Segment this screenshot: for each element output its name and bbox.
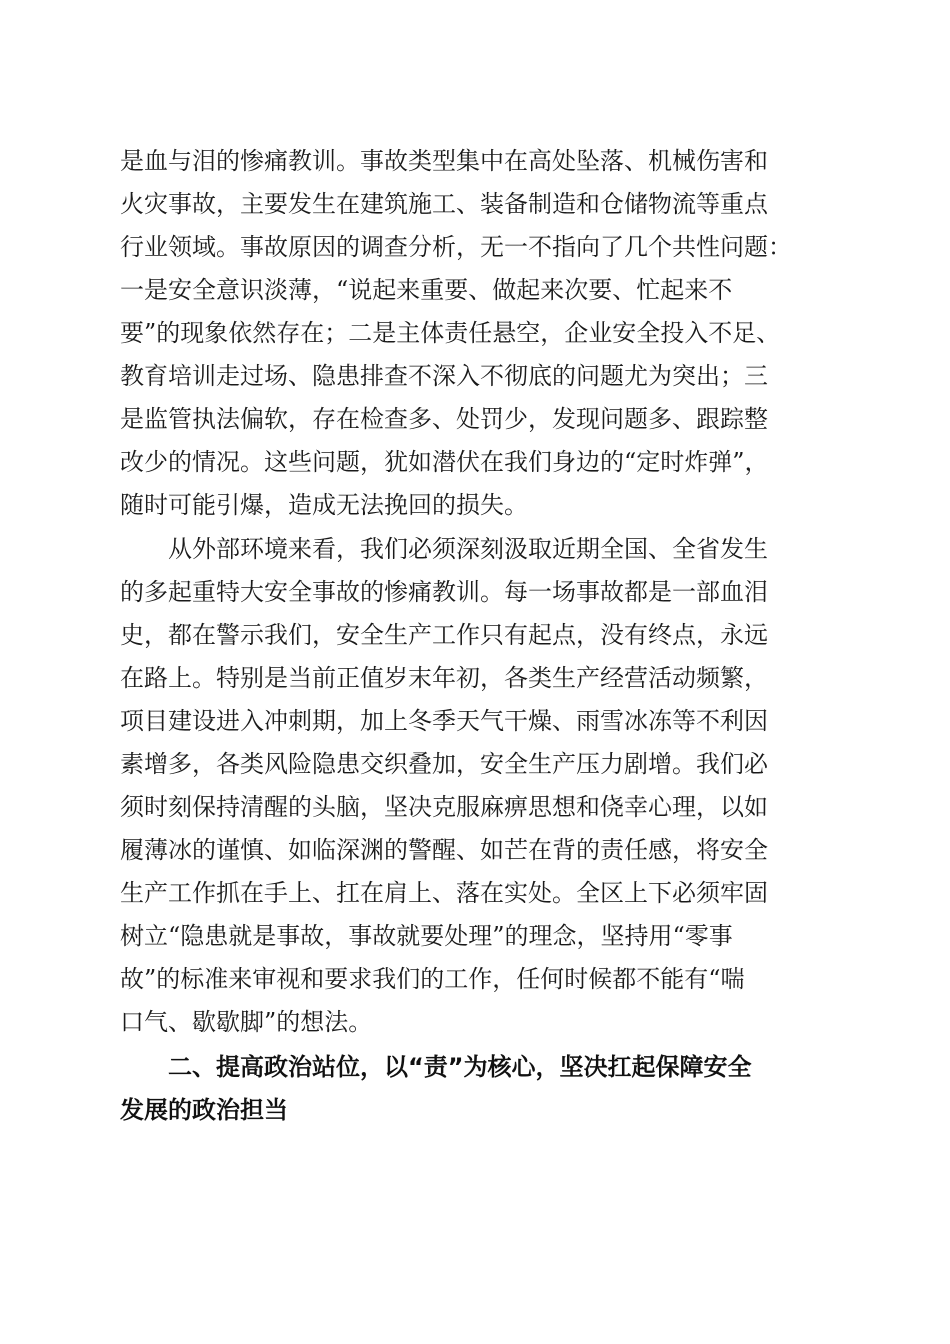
paragraph-1-line-9: 随时可能引爆，造成无法挽回的损失。 [120,491,528,519]
paragraph-2-line-6: 素增多，各类风险隐患交织叠加，安全生产压力剧增。我们必 [120,750,768,778]
paragraph-2-line-10: 树立“隐患就是事故，事故就要处理”的理念，坚持用“零事 [120,922,733,950]
paragraph-2-line-4: 在路上。特别是当前正值岁末年初，各类生产经营活动频繁， [120,664,768,692]
paragraph-2-line-1: 从外部环境来看，我们必须深刻汲取近期全国、全省发生 [168,535,768,563]
section-heading-line-2: 发展的政治担当 [120,1096,288,1124]
paragraph-2-line-8: 履薄冰的谨慎、如临深渊的警醒、如芒在背的责任感，将安全 [120,836,768,864]
paragraph-2-line-12: 口气、歇歇脚”的想法。 [120,1008,373,1036]
paragraph-1-line-5: 要”的现象依然存在；二是主体责任悬空，企业安全投入不足、 [120,319,781,347]
paragraph-2-line-9: 生产工作抓在手上、扛在肩上、落在实处。全区上下必须牢固 [120,879,768,907]
paragraph-1-line-1: 是血与泪的惨痛教训。事故类型集中在高处坠落、机械伤害和 [120,147,768,175]
paragraph-1-line-4: 一是安全意识淡薄，“说起来重要、做起来次要、忙起来不 [120,276,733,304]
section-heading-line-1: 二、提高政治站位，以“责”为核心，坚决扛起保障安全 [168,1053,752,1081]
paragraph-2-line-3: 史，都在警示我们，安全生产工作只有起点，没有终点，永远 [120,621,768,649]
paragraph-1-line-7: 是监管执法偏软，存在检查多、处罚少，发现问题多、跟踪整 [120,405,768,433]
paragraph-2-line-7: 须时刻保持清醒的头脑，坚决克服麻痹思想和侥幸心理，以如 [120,793,768,821]
paragraph-1-line-6: 教育培训走过场、隐患排查不深入不彻底的问题尤为突出；三 [120,362,768,390]
paragraph-2-line-5: 项目建设进入冲刺期，加上冬季天气干燥、雨雪冰冻等不利因 [120,707,768,735]
paragraph-1-line-3: 行业领域。事故原因的调查分析，无一不指向了几个共性问题： [120,233,792,261]
paragraph-2-line-2: 的多起重特大安全事故的惨痛教训。每一场事故都是一部血泪 [120,578,768,606]
paragraph-1-line-8: 改少的情况。这些问题，犹如潜伏在我们身边的“定时炸弹”， [120,448,769,476]
paragraph-2-line-11: 故”的标准来审视和要求我们的工作，任何时候都不能有“喘 [120,965,745,993]
paragraph-1-line-2: 火灾事故，主要发生在建筑施工、装备制造和仓储物流等重点 [120,190,768,218]
